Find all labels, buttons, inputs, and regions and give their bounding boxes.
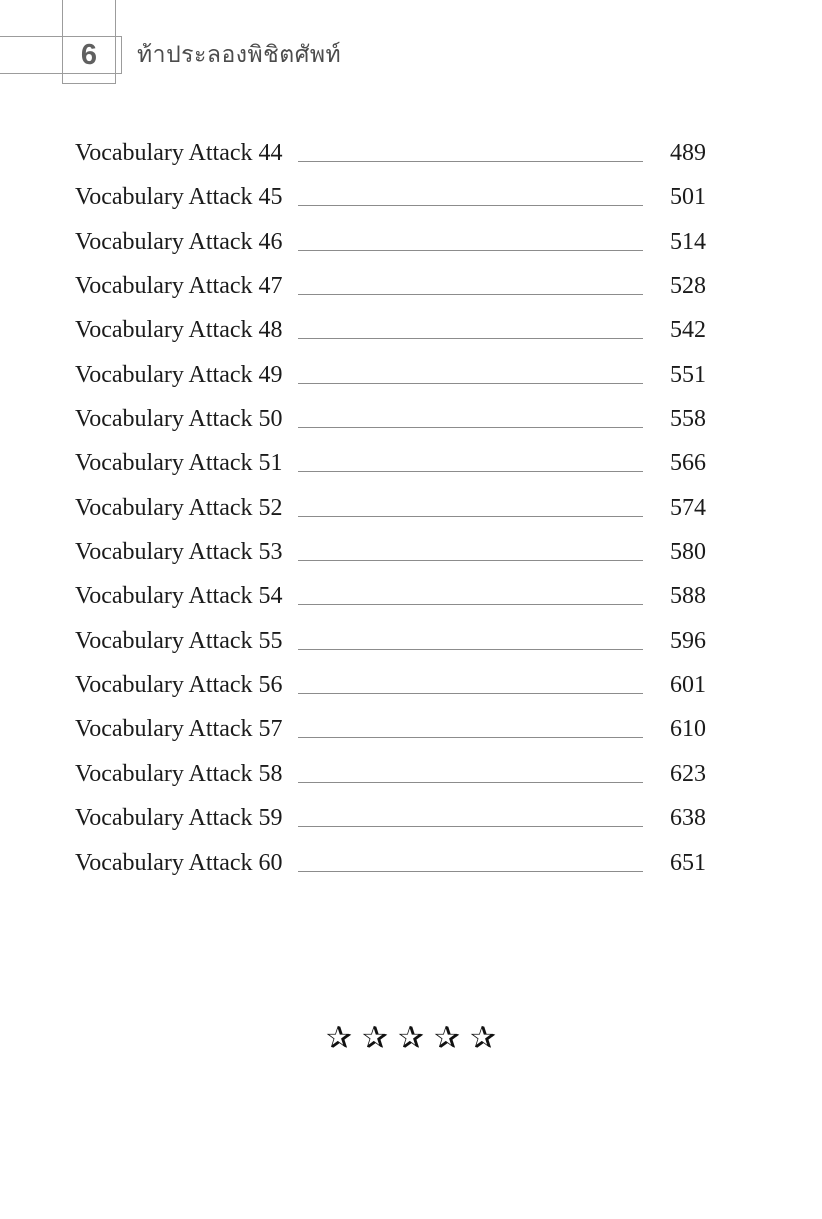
toc-row: [75, 619, 706, 663]
toc-entry-label: Vocabulary Attack 52: [75, 494, 283, 521]
toc-leader-line: [298, 649, 643, 650]
toc-entry-page: 588: [670, 583, 706, 610]
toc-row: [75, 841, 706, 885]
star-icon: ✰: [433, 1019, 460, 1055]
toc-entry-label: Vocabulary Attack 49: [75, 361, 283, 388]
toc-entry-page: 566: [670, 450, 706, 477]
toc-entry-label: Vocabulary Attack 50: [75, 406, 283, 433]
toc-entry-label: Vocabulary Attack 60: [75, 849, 283, 876]
star-icon: ✰: [326, 1019, 353, 1055]
toc-leader-line: [298, 604, 643, 605]
toc-entry-label: Vocabulary Attack 57: [75, 716, 283, 743]
toc-entry-page: 551: [670, 361, 706, 388]
toc-entry-label: Vocabulary Attack 53: [75, 539, 283, 566]
star-icon: ✰: [398, 1019, 424, 1055]
toc-leader-line: [298, 161, 643, 162]
toc-entry-label: Vocabulary Attack 59: [75, 805, 283, 832]
toc-row: [75, 264, 706, 308]
toc-row: [75, 441, 706, 485]
toc-leader-line: [298, 471, 643, 472]
toc-row: [75, 796, 706, 840]
toc-entry-page: 489: [670, 140, 706, 166]
toc-entry-label: Vocabulary Attack 47: [75, 273, 283, 300]
toc-row: [75, 574, 706, 618]
toc-entry-page: 580: [670, 539, 706, 566]
toc-leader-line: [298, 516, 643, 517]
page-number: 6: [80, 38, 98, 71]
toc-entry-page: 528: [670, 273, 706, 300]
toc-row: [75, 397, 706, 441]
toc-leader-line: [298, 250, 643, 251]
star-row: [0, 1014, 822, 1060]
toc-leader-line: [298, 427, 643, 428]
toc-entry-page: 610: [670, 716, 706, 743]
toc-entry-page: 623: [670, 760, 706, 787]
toc-row: [75, 486, 706, 530]
toc-leader-line: [298, 205, 643, 206]
toc-list: [75, 131, 706, 885]
toc-entry-label: Vocabulary Attack 51: [75, 450, 283, 477]
toc-leader-line: [298, 782, 643, 783]
toc-entry-label: Vocabulary Attack 58: [75, 760, 283, 787]
toc-leader-line: [298, 338, 643, 339]
toc-row: [75, 353, 706, 397]
toc-leader-line: [298, 826, 643, 827]
toc-leader-line: [298, 737, 643, 738]
toc-entry-page: 501: [670, 184, 706, 211]
toc-row: [75, 752, 706, 796]
toc-row: [75, 175, 706, 219]
toc-entry-label: Vocabulary Attack 46: [75, 228, 283, 255]
toc-entry-label: Vocabulary Attack 56: [75, 672, 283, 699]
star-icon: ✰: [362, 1019, 388, 1055]
toc-row: [75, 220, 706, 264]
toc-entry-page: 542: [670, 317, 706, 344]
toc-entry-label: Vocabulary Attack 54: [75, 583, 283, 610]
toc-leader-line: [298, 383, 643, 384]
toc-entry-page: 596: [670, 627, 706, 654]
toc-entry-page: 638: [670, 805, 706, 832]
toc-entry-page: 514: [670, 228, 706, 255]
toc-entry-label: Vocabulary Attack 44: [75, 140, 283, 166]
toc-entry-page: 574: [670, 494, 706, 521]
toc-entry-page: 601: [670, 672, 706, 699]
toc-leader-line: [298, 871, 643, 872]
toc-row: [75, 530, 706, 574]
toc-row: [75, 131, 706, 175]
book-title-thai: ท้าประลองพิชิตศัพท์: [137, 41, 342, 67]
toc-row: [75, 663, 706, 707]
toc-row: [75, 707, 706, 751]
toc-entry-page: 651: [670, 849, 706, 876]
toc-leader-line: [298, 294, 643, 295]
toc-row: [75, 308, 706, 352]
toc-entry-label: Vocabulary Attack 55: [75, 627, 283, 654]
toc-entry-label: Vocabulary Attack 45: [75, 184, 283, 211]
toc-entry-page: 558: [670, 406, 706, 433]
toc-leader-line: [298, 560, 643, 561]
star-icon: ✰: [469, 1019, 496, 1055]
toc-entry-label: Vocabulary Attack 48: [75, 317, 283, 344]
toc-leader-line: [298, 693, 643, 694]
